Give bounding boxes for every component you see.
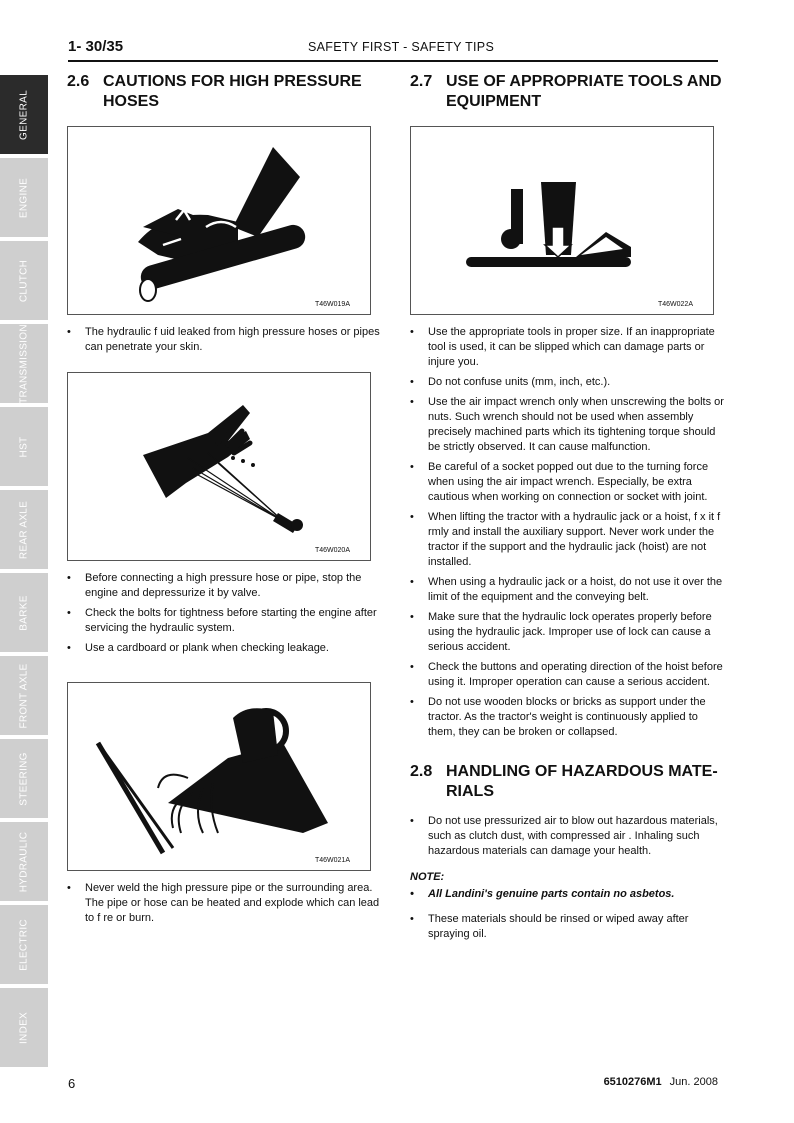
figure-code: T46W021A (314, 857, 350, 864)
figure-code: T46W019A (314, 301, 350, 308)
section-heading-2-8: 2.8 HANDLING OF HAZARDOUS MATE- RIALS (410, 763, 718, 800)
section-heading-2-6: 2.6 CAUTIONS FOR HIGH PRESSURE HOSES (67, 72, 385, 112)
list-item: • Use the appropriate tools in proper size. If an inappropriate tool is used, it can be slipped which can damage parts or injure you. (410, 325, 728, 370)
section-title: USE OF APPROPRIATE TOOLS AND EQUIPMENT (446, 73, 722, 110)
tab-label: TRANSMISSION (18, 323, 30, 404)
section-heading-2-7: 2.7 USE OF APPROPRIATE TOOLS AND EQUIPMENT (410, 72, 728, 112)
doc-date: Jun. 2008 (669, 1076, 718, 1088)
figure-spray-hand (67, 372, 371, 561)
tab-front-axle[interactable] (0, 656, 48, 735)
list-item: • These materials should be rinsed or wiped away after spraying oil. (410, 912, 728, 942)
tab-label: BARKE (18, 594, 30, 631)
hose-leak-hand-icon (68, 127, 370, 314)
list-item: • Make sure that the hydraulic lock operates properly before using the hydraulic jack. Improper use of lock can cause a serious accident. (410, 610, 728, 655)
list-item: • Do not confuse units (mm, inch, etc.). (410, 375, 728, 390)
tab-hst[interactable] (0, 407, 48, 486)
note-list (410, 887, 728, 902)
section-tabs (0, 75, 48, 1071)
figure-code: T46W020A (314, 547, 350, 554)
list-item: • The hydraulic f uid leaked from high pressure hoses or pipes can penetrate your skin. (67, 325, 385, 355)
tab-steering[interactable] (0, 739, 48, 818)
tab-barke[interactable] (0, 573, 48, 652)
list-item: • When using a hydraulic jack or a hoist, do not use it over the limit of the equipment and the conveying belt. (410, 575, 728, 605)
bullet-list (410, 814, 728, 859)
list-item: • When lifting the tractor with a hydraulic jack or a hoist, f x it f rmly and install the auxiliary support. Never work under the tractor if the support and the hydraulic jack (hoist) are not installed. (410, 510, 728, 570)
page-number: 1- 30/35 (68, 38, 124, 55)
bullet-list (67, 571, 385, 656)
list-item: • Before connecting a high pressure hose or pipe, stop the engine and depressurize it by valve. (67, 571, 385, 601)
tab-label: HYDRAULIC (18, 831, 30, 892)
tab-label: REAR AXLE (18, 500, 30, 559)
tab-label: ENGINE (18, 177, 30, 218)
list-item: • Do not use wooden blocks or bricks as support under the tractor. As the tractor's weight is continuously applied to them, they can be broken or collapsed. (410, 695, 728, 740)
bullet-list (67, 881, 385, 926)
figure-code: T46W022A (657, 301, 693, 308)
tab-label: STEERING (18, 751, 30, 806)
section-title: HANDLING OF HAZARDOUS MATE- RIALS (446, 763, 718, 800)
tab-index[interactable] (0, 988, 48, 1067)
list-item: • Be careful of a socket popped out due to the turning force when using the air impact wrench. Especially, be extra cautious when working on connection or socket with joint. (410, 460, 728, 505)
note-item: • All Landini's genuine parts contain no asbetos. (410, 887, 728, 902)
list-item: • Check the bolts for tightness before starting the engine after servicing the hydraulic system. (67, 606, 385, 636)
tab-hydraulic[interactable] (0, 822, 48, 901)
section-title: CAUTIONS FOR HIGH PRESSURE HOSES (103, 73, 362, 110)
list-item: • Check the buttons and operating direction of the hoist before using it. Improper operation can cause a serious accident. (410, 660, 728, 690)
tab-label: ELECTRIC (18, 918, 30, 971)
page-header (68, 38, 718, 62)
left-column (67, 72, 385, 931)
tab-engine[interactable] (0, 158, 48, 237)
figure-crush-hazard (410, 126, 714, 315)
tab-label: FRONT AXLE (18, 662, 30, 729)
tab-rear-axle[interactable] (0, 490, 48, 569)
tab-transmission[interactable] (0, 324, 48, 403)
tab-general[interactable] (0, 75, 48, 154)
spray-hand-icon (68, 373, 370, 560)
tab-label: INDEX (18, 1011, 30, 1044)
tab-label: CLUTCH (18, 259, 30, 302)
header-title: SAFETY FIRST - SAFETY TIPS (308, 40, 495, 54)
right-column (410, 72, 728, 947)
page-footer-info (604, 1076, 718, 1088)
crush-hazard-icon (411, 127, 713, 314)
tab-electric[interactable] (0, 905, 48, 984)
tab-clutch[interactable] (0, 241, 48, 320)
bullet-list (410, 912, 728, 942)
list-item: • Use a cardboard or plank when checking leakage. (67, 641, 385, 656)
welding-hazard-icon (68, 683, 370, 870)
figure-hose-injury (67, 126, 371, 315)
figure-welding (67, 682, 371, 871)
tab-label: HST (18, 436, 30, 457)
doc-code: 6510276M1 (603, 1076, 662, 1088)
list-item: • Use the air impact wrench only when unscrewing the bolts or nuts. Such wrench should not be used when assembly precisely machined parts which its tightening torque should be strictly observed. It can cause malfunction. (410, 395, 728, 455)
list-item: • Do not use pressurized air to blow out hazardous materials, such as clutch dust, with compressed air . Inhaling such hazardous materials can damage your health. (410, 814, 728, 859)
page-footer-number: 6 (68, 1076, 76, 1091)
bullet-list (410, 325, 728, 740)
tab-label: GENERAL (18, 89, 30, 140)
list-item: • Never weld the high pressure pipe or the surrounding area. The pipe or hose can be heated and explode which can lead to f re or burn. (67, 881, 385, 926)
bullet-list (67, 325, 385, 355)
note-label: NOTE: (410, 871, 445, 883)
